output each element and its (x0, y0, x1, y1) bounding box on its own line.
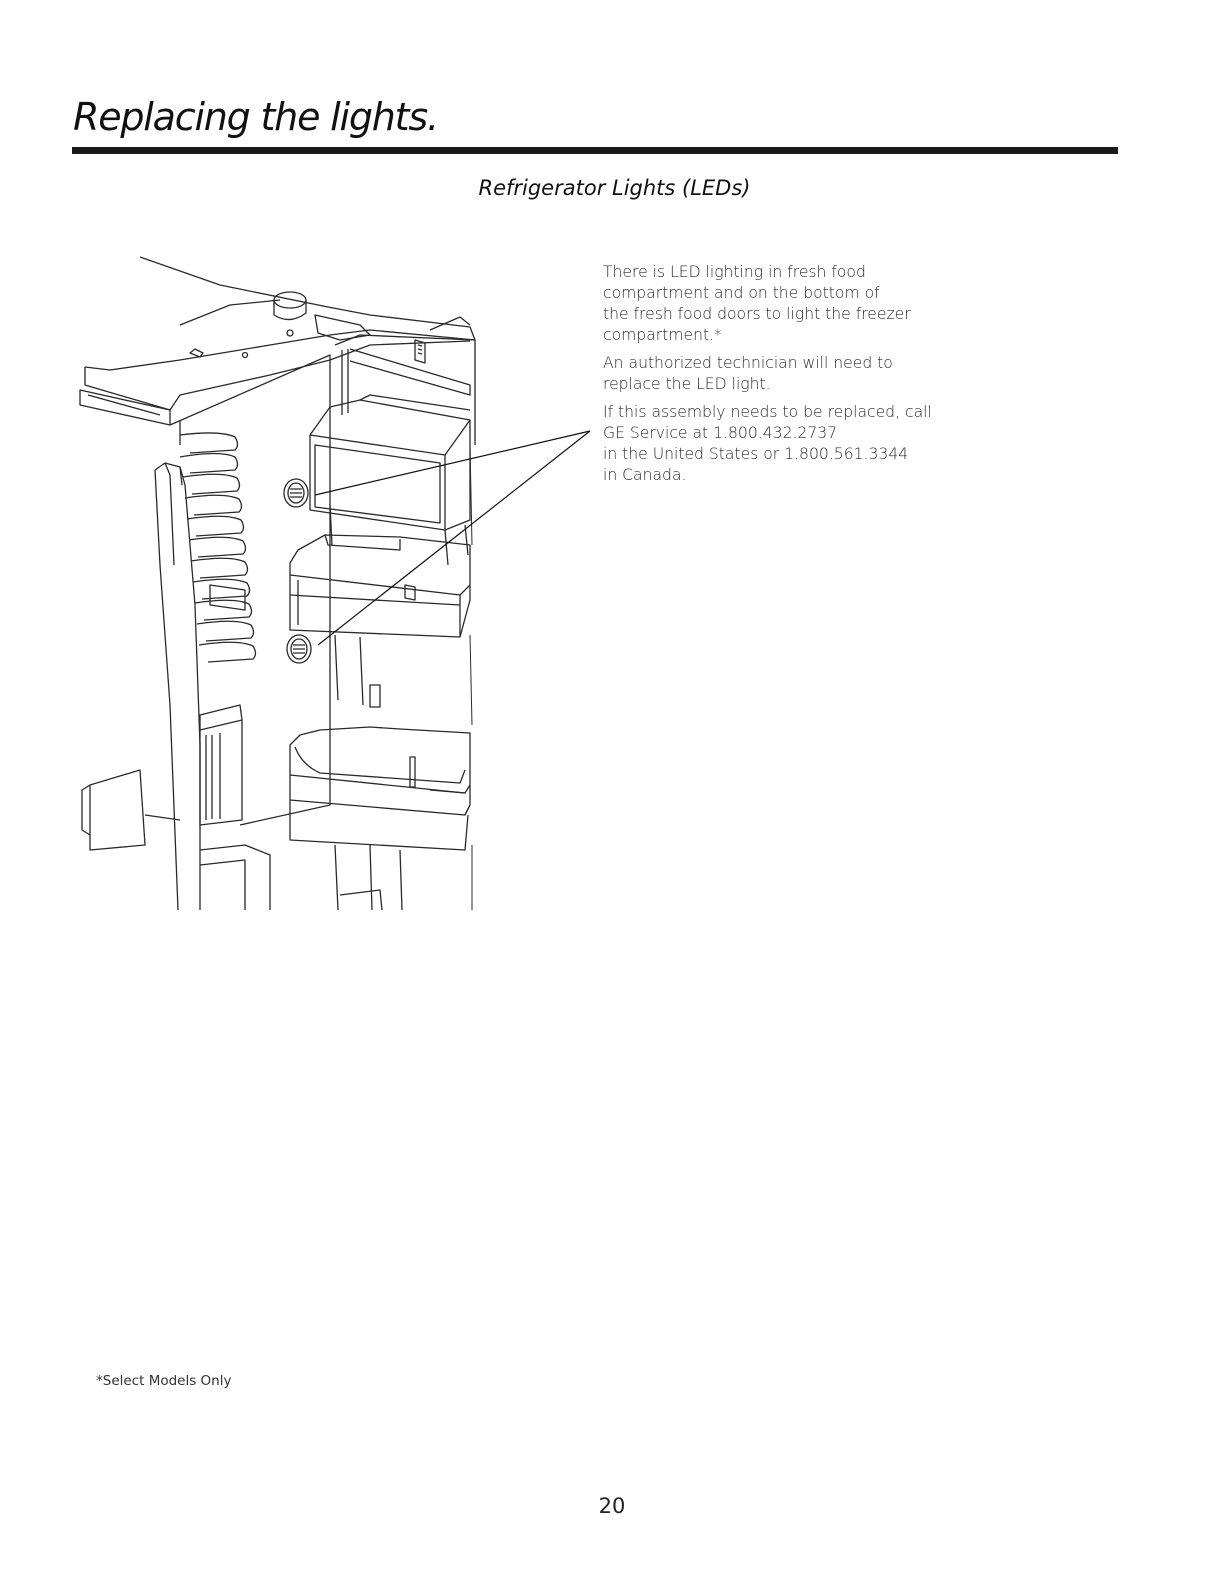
refrigerator-illustration (70, 245, 630, 915)
section-heading (0, 176, 1224, 200)
page-title: Replacing the lights. (73, 95, 438, 139)
upper-door-bin (310, 395, 470, 530)
middle-door-bin (290, 535, 470, 637)
lower-left-shelf (200, 705, 242, 730)
title-rule (72, 147, 1118, 154)
footnote: *Select Models Only (96, 1373, 232, 1389)
coil-fins (180, 433, 256, 662)
lower-door-bin (290, 727, 470, 850)
paragraph-service-contact: If this assembly needs to be replaced, call GE Service at 1.800.432.2737 in the United States or 1.800.561.3344 in Canada. (603, 403, 932, 484)
page-number: 20 (598, 1494, 626, 1518)
cabinet-top-front (85, 341, 470, 410)
led-light-lower (287, 635, 311, 663)
body-text (603, 262, 963, 493)
paragraph-led-lighting: There is LED lighting in fresh food compartment and on the bottom of the fresh food doors to light the freezer compartment.* (603, 263, 911, 344)
paragraph-technician: An authorized technician will need to replace the LED light. (603, 354, 893, 393)
section-heading-text: Refrigerator Lights (LEDs) (478, 176, 751, 200)
left-bin (90, 770, 145, 850)
led-light-upper (284, 479, 308, 507)
cabinet-top (85, 257, 475, 370)
left-door-edge (155, 463, 200, 910)
